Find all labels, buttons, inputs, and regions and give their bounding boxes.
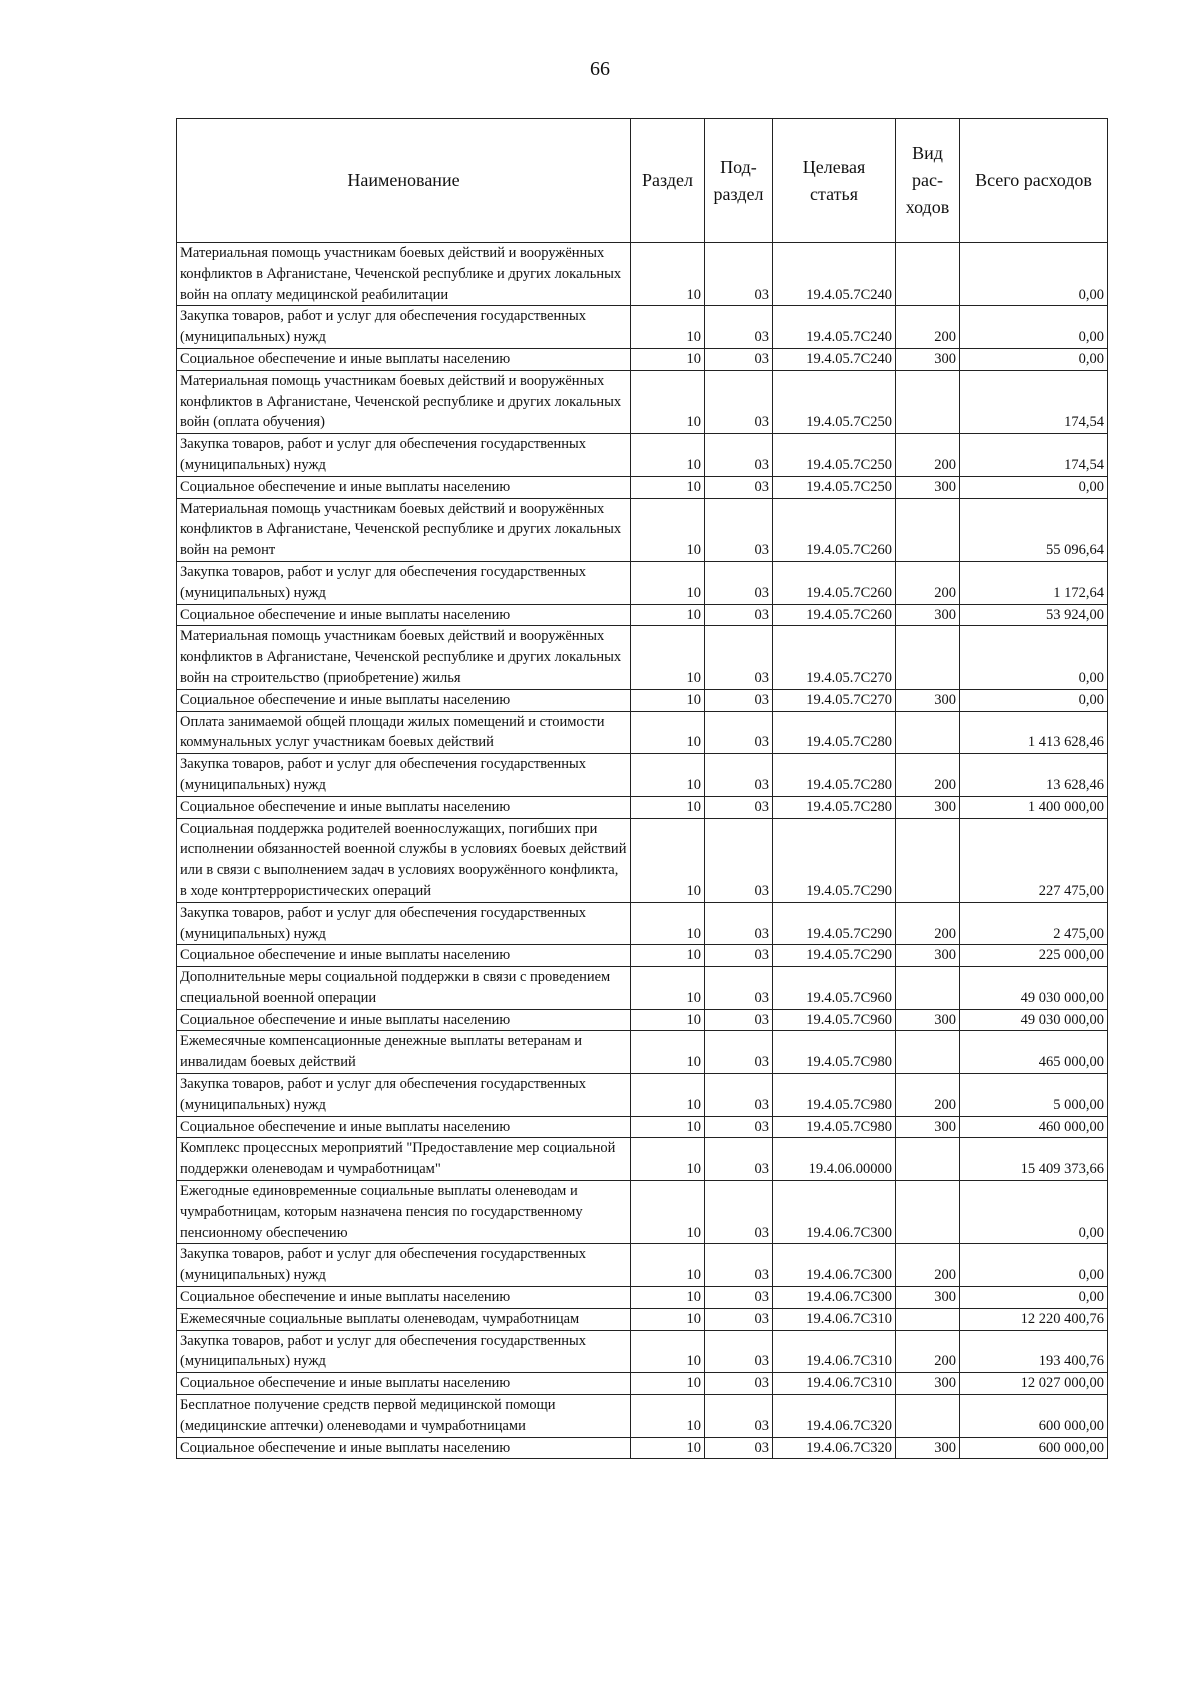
cell-podrazdel: 03 [705, 1074, 773, 1117]
cell-podrazdel: 03 [705, 711, 773, 754]
cell-article: 19.4.05.7С250 [773, 476, 896, 498]
table-row [177, 243, 1108, 306]
cell-article: 19.4.06.7С310 [773, 1330, 896, 1373]
cell-podrazdel: 03 [705, 818, 773, 902]
cell-article: 19.4.05.7С980 [773, 1116, 896, 1138]
table-row [177, 1181, 1108, 1244]
cell-total: 600 000,00 [960, 1437, 1108, 1459]
cell-name: Материальная помощь участникам боевых действий и вооружённых конфликтов в Афганистане, Чеченской республике и других локальных войн на ремонт [177, 498, 631, 561]
cell-podrazdel: 03 [705, 689, 773, 711]
header-vid: Вид рас- ходов [896, 119, 960, 243]
cell-article: 19.4.06.00000 [773, 1138, 896, 1181]
cell-name: Дополнительные меры социальной поддержки в связи с проведением специальной военной операции [177, 967, 631, 1010]
cell-article: 19.4.05.7С290 [773, 945, 896, 967]
cell-razdel: 10 [631, 1116, 705, 1138]
header-total: Всего расходов [960, 119, 1108, 243]
cell-name: Ежемесячные компенсационные денежные выплаты ветеранам и инвалидам боевых действий [177, 1031, 631, 1074]
cell-article: 19.4.05.7С280 [773, 754, 896, 797]
cell-article: 19.4.06.7С300 [773, 1287, 896, 1309]
cell-total: 174,54 [960, 370, 1108, 433]
cell-article: 19.4.06.7С310 [773, 1373, 896, 1395]
cell-podrazdel: 03 [705, 561, 773, 604]
cell-total: 0,00 [960, 306, 1108, 349]
cell-razdel: 10 [631, 1138, 705, 1181]
table-row [177, 604, 1108, 626]
table-row [177, 348, 1108, 370]
cell-total: 0,00 [960, 243, 1108, 306]
cell-vid: 200 [896, 1074, 960, 1117]
cell-article: 19.4.05.7С270 [773, 626, 896, 689]
cell-total: 55 096,64 [960, 498, 1108, 561]
table-row [177, 370, 1108, 433]
cell-total: 15 409 373,66 [960, 1138, 1108, 1181]
cell-razdel: 10 [631, 476, 705, 498]
table-row [177, 1244, 1108, 1287]
cell-total: 49 030 000,00 [960, 967, 1108, 1010]
cell-article: 19.4.05.7С960 [773, 967, 896, 1010]
cell-vid: 300 [896, 348, 960, 370]
cell-article: 19.4.05.7С280 [773, 796, 896, 818]
cell-article: 19.4.05.7С980 [773, 1031, 896, 1074]
cell-name: Социальное обеспечение и иные выплаты населению [177, 348, 631, 370]
cell-razdel: 10 [631, 498, 705, 561]
cell-vid [896, 967, 960, 1010]
cell-razdel: 10 [631, 1395, 705, 1438]
cell-name: Закупка товаров, работ и услуг для обеспечения государственных (муниципальных) нужд [177, 434, 631, 477]
cell-total: 1 400 000,00 [960, 796, 1108, 818]
cell-article: 19.4.05.7С290 [773, 818, 896, 902]
cell-article: 19.4.05.7С270 [773, 689, 896, 711]
cell-podrazdel: 03 [705, 796, 773, 818]
cell-vid: 300 [896, 604, 960, 626]
cell-name: Закупка товаров, работ и услуг для обеспечения государственных (муниципальных) нужд [177, 902, 631, 945]
cell-podrazdel: 03 [705, 1395, 773, 1438]
cell-podrazdel: 03 [705, 1031, 773, 1074]
cell-article: 19.4.05.7С240 [773, 243, 896, 306]
cell-vid: 200 [896, 1330, 960, 1373]
table-row [177, 1074, 1108, 1117]
table-row [177, 561, 1108, 604]
cell-podrazdel: 03 [705, 1116, 773, 1138]
table-row [177, 711, 1108, 754]
cell-article: 19.4.05.7С260 [773, 498, 896, 561]
table-row [177, 1287, 1108, 1309]
cell-razdel: 10 [631, 626, 705, 689]
table-row [177, 1308, 1108, 1330]
cell-total: 0,00 [960, 689, 1108, 711]
cell-name: Материальная помощь участникам боевых действий и вооружённых конфликтов в Афганистане, Чеченской республике и других локальных войн на оплату медицинской реабилитации [177, 243, 631, 306]
cell-name: Материальная помощь участникам боевых действий и вооружённых конфликтов в Афганистане, Чеченской республике и других локальных войн (оплата обучения) [177, 370, 631, 433]
cell-vid: 300 [896, 1287, 960, 1309]
table-row [177, 754, 1108, 797]
cell-article: 19.4.05.7С260 [773, 561, 896, 604]
cell-vid [896, 370, 960, 433]
cell-razdel: 10 [631, 1031, 705, 1074]
cell-vid [896, 1181, 960, 1244]
table-row [177, 1138, 1108, 1181]
cell-razdel: 10 [631, 1373, 705, 1395]
cell-podrazdel: 03 [705, 1437, 773, 1459]
cell-name: Закупка товаров, работ и услуг для обеспечения государственных (муниципальных) нужд [177, 1244, 631, 1287]
table-row [177, 1373, 1108, 1395]
cell-razdel: 10 [631, 1074, 705, 1117]
cell-vid: 300 [896, 476, 960, 498]
cell-article: 19.4.05.7С280 [773, 711, 896, 754]
cell-vid: 300 [896, 796, 960, 818]
cell-razdel: 10 [631, 902, 705, 945]
cell-name: Социальное обеспечение и иные выплаты населению [177, 689, 631, 711]
cell-podrazdel: 03 [705, 604, 773, 626]
cell-podrazdel: 03 [705, 1181, 773, 1244]
cell-podrazdel: 03 [705, 348, 773, 370]
cell-vid [896, 626, 960, 689]
cell-podrazdel: 03 [705, 754, 773, 797]
cell-podrazdel: 03 [705, 243, 773, 306]
cell-razdel: 10 [631, 370, 705, 433]
table-row [177, 902, 1108, 945]
table-row [177, 626, 1108, 689]
cell-podrazdel: 03 [705, 1308, 773, 1330]
table-row [177, 796, 1108, 818]
cell-razdel: 10 [631, 1330, 705, 1373]
cell-name: Комплекс процессных мероприятий "Предоставление мер социальной поддержки оленеводам и чумработницам" [177, 1138, 631, 1181]
cell-article: 19.4.05.7С250 [773, 434, 896, 477]
cell-total: 174,54 [960, 434, 1108, 477]
cell-article: 19.4.06.7С320 [773, 1395, 896, 1438]
cell-razdel: 10 [631, 689, 705, 711]
cell-podrazdel: 03 [705, 626, 773, 689]
cell-name: Социальное обеспечение и иные выплаты населению [177, 796, 631, 818]
cell-razdel: 10 [631, 348, 705, 370]
cell-name: Закупка товаров, работ и услуг для обеспечения государственных (муниципальных) нужд [177, 561, 631, 604]
cell-vid: 300 [896, 1116, 960, 1138]
cell-vid [896, 818, 960, 902]
cell-article: 19.4.05.7С290 [773, 902, 896, 945]
cell-total: 0,00 [960, 1287, 1108, 1309]
cell-article: 19.4.05.7С980 [773, 1074, 896, 1117]
cell-razdel: 10 [631, 711, 705, 754]
cell-total: 12 220 400,76 [960, 1308, 1108, 1330]
table-row [177, 1330, 1108, 1373]
cell-podrazdel: 03 [705, 1287, 773, 1309]
cell-name: Социальное обеспечение и иные выплаты населению [177, 1009, 631, 1031]
cell-total: 1 413 628,46 [960, 711, 1108, 754]
header-razdel: Раздел [631, 119, 705, 243]
cell-vid: 200 [896, 902, 960, 945]
cell-vid [896, 1031, 960, 1074]
cell-name: Ежегодные единовременные социальные выплаты оленеводам и чумработницам, которым назначена пенсия по государственному пенсионному обеспечению [177, 1181, 631, 1244]
cell-total: 12 027 000,00 [960, 1373, 1108, 1395]
cell-article: 19.4.05.7С960 [773, 1009, 896, 1031]
table-header [177, 119, 1108, 243]
cell-total: 5 000,00 [960, 1074, 1108, 1117]
cell-razdel: 10 [631, 561, 705, 604]
cell-podrazdel: 03 [705, 1330, 773, 1373]
cell-total: 0,00 [960, 1244, 1108, 1287]
cell-vid: 200 [896, 561, 960, 604]
cell-razdel: 10 [631, 1244, 705, 1287]
cell-article: 19.4.05.7С240 [773, 306, 896, 349]
cell-name: Материальная помощь участникам боевых действий и вооружённых конфликтов в Афганистане, Чеченской республике и других локальных войн на строительство (приобретение) жилья [177, 626, 631, 689]
cell-name: Социальное обеспечение и иные выплаты населению [177, 1116, 631, 1138]
cell-podrazdel: 03 [705, 945, 773, 967]
budget-table [176, 118, 1108, 1459]
cell-total: 193 400,76 [960, 1330, 1108, 1373]
cell-razdel: 10 [631, 1009, 705, 1031]
cell-total: 0,00 [960, 626, 1108, 689]
cell-article: 19.4.06.7С310 [773, 1308, 896, 1330]
cell-article: 19.4.06.7С300 [773, 1181, 896, 1244]
table-row [177, 945, 1108, 967]
cell-name: Закупка товаров, работ и услуг для обеспечения государственных (муниципальных) нужд [177, 1074, 631, 1117]
cell-name: Закупка товаров, работ и услуг для обеспечения государственных (муниципальных) нужд [177, 306, 631, 349]
cell-vid [896, 498, 960, 561]
cell-name: Социальная поддержка родителей военнослужащих, погибших при исполнении обязанностей военной службы в условиях боевых действий или в связи с выполнением задач в условиях вооружённого конфликта, в ходе контртеррористических операций [177, 818, 631, 902]
cell-name: Социальное обеспечение и иные выплаты населению [177, 945, 631, 967]
header-article: Целевая статья [773, 119, 896, 243]
cell-name: Закупка товаров, работ и услуг для обеспечения государственных (муниципальных) нужд [177, 754, 631, 797]
cell-vid: 300 [896, 1009, 960, 1031]
cell-vid [896, 1395, 960, 1438]
cell-vid [896, 711, 960, 754]
table-body [177, 243, 1108, 1459]
cell-podrazdel: 03 [705, 476, 773, 498]
cell-vid: 200 [896, 306, 960, 349]
cell-razdel: 10 [631, 945, 705, 967]
cell-razdel: 10 [631, 243, 705, 306]
cell-razdel: 10 [631, 1308, 705, 1330]
cell-razdel: 10 [631, 754, 705, 797]
cell-razdel: 10 [631, 1437, 705, 1459]
cell-podrazdel: 03 [705, 306, 773, 349]
cell-total: 0,00 [960, 1181, 1108, 1244]
table-row [177, 1116, 1108, 1138]
cell-total: 53 924,00 [960, 604, 1108, 626]
cell-podrazdel: 03 [705, 1244, 773, 1287]
cell-total: 227 475,00 [960, 818, 1108, 902]
cell-name: Закупка товаров, работ и услуг для обеспечения государственных (муниципальных) нужд [177, 1330, 631, 1373]
cell-podrazdel: 03 [705, 498, 773, 561]
cell-name: Ежемесячные социальные выплаты оленеводам, чумработницам [177, 1308, 631, 1330]
cell-article: 19.4.06.7С320 [773, 1437, 896, 1459]
cell-name: Социальное обеспечение и иные выплаты населению [177, 1287, 631, 1309]
table-row [177, 306, 1108, 349]
cell-name: Социальное обеспечение и иные выплаты населению [177, 1373, 631, 1395]
table-row [177, 818, 1108, 902]
table-row [177, 689, 1108, 711]
header-name: Наименование [177, 119, 631, 243]
cell-razdel: 10 [631, 796, 705, 818]
cell-total: 465 000,00 [960, 1031, 1108, 1074]
cell-total: 0,00 [960, 348, 1108, 370]
cell-name: Социальное обеспечение и иные выплаты населению [177, 476, 631, 498]
cell-razdel: 10 [631, 434, 705, 477]
header-podrazdel: Под- раздел [705, 119, 773, 243]
table-row [177, 434, 1108, 477]
cell-vid [896, 243, 960, 306]
cell-vid: 300 [896, 1437, 960, 1459]
cell-vid: 200 [896, 754, 960, 797]
cell-article: 19.4.05.7С260 [773, 604, 896, 626]
table-row [177, 1395, 1108, 1438]
cell-vid [896, 1308, 960, 1330]
cell-total: 1 172,64 [960, 561, 1108, 604]
cell-total: 225 000,00 [960, 945, 1108, 967]
cell-razdel: 10 [631, 604, 705, 626]
table-row [177, 967, 1108, 1010]
cell-podrazdel: 03 [705, 902, 773, 945]
cell-vid: 300 [896, 945, 960, 967]
cell-razdel: 10 [631, 818, 705, 902]
cell-vid: 200 [896, 1244, 960, 1287]
cell-name: Социальное обеспечение и иные выплаты населению [177, 604, 631, 626]
cell-razdel: 10 [631, 306, 705, 349]
table-row [177, 1009, 1108, 1031]
cell-total: 600 000,00 [960, 1395, 1108, 1438]
cell-razdel: 10 [631, 1181, 705, 1244]
table-row [177, 1031, 1108, 1074]
cell-vid: 300 [896, 689, 960, 711]
cell-razdel: 10 [631, 1287, 705, 1309]
cell-podrazdel: 03 [705, 1373, 773, 1395]
cell-article: 19.4.05.7С240 [773, 348, 896, 370]
cell-total: 49 030 000,00 [960, 1009, 1108, 1031]
table-row [177, 476, 1108, 498]
cell-total: 0,00 [960, 476, 1108, 498]
cell-podrazdel: 03 [705, 1009, 773, 1031]
cell-podrazdel: 03 [705, 967, 773, 1010]
cell-article: 19.4.06.7С300 [773, 1244, 896, 1287]
cell-vid: 200 [896, 434, 960, 477]
cell-podrazdel: 03 [705, 434, 773, 477]
table-row [177, 498, 1108, 561]
cell-article: 19.4.05.7С250 [773, 370, 896, 433]
cell-total: 2 475,00 [960, 902, 1108, 945]
cell-total: 13 628,46 [960, 754, 1108, 797]
cell-podrazdel: 03 [705, 1138, 773, 1181]
cell-name: Бесплатное получение средств первой медицинской помощи (медицинские аптечки) оленеводами и чумработницами [177, 1395, 631, 1438]
cell-vid [896, 1138, 960, 1181]
cell-total: 460 000,00 [960, 1116, 1108, 1138]
table-row [177, 1437, 1108, 1459]
cell-razdel: 10 [631, 967, 705, 1010]
cell-vid: 300 [896, 1373, 960, 1395]
cell-name: Социальное обеспечение и иные выплаты населению [177, 1437, 631, 1459]
page-number: 66 [590, 58, 610, 80]
cell-name: Оплата занимаемой общей площади жилых помещений и стоимости коммунальных услуг участникам боевых действий [177, 711, 631, 754]
cell-podrazdel: 03 [705, 370, 773, 433]
